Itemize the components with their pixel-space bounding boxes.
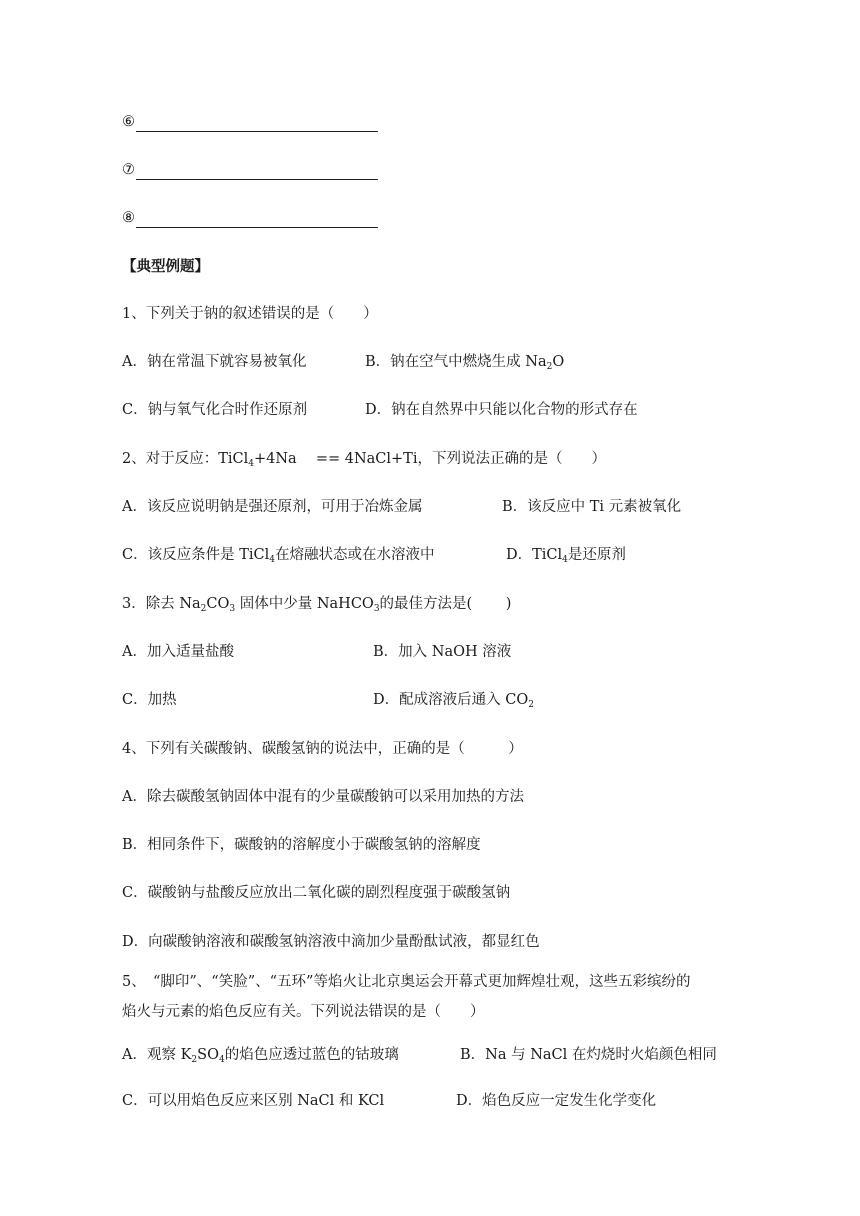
blank-line-8 <box>122 208 378 228</box>
q3-option-c: C．加热 <box>122 692 177 708</box>
question-2-stem: 2、对于反应：TiCl$_4$+4Na == 4NaCl+Ti，下列说法正确的是（ ） <box>122 451 606 469</box>
underline <box>136 213 378 228</box>
question-3-stem: 3．除去 $Na_2CO_3$ 固体中少量 NaHCO$_3$的最佳方法是( ) <box>122 596 512 614</box>
question-5-stem-line-1: 5、 “脚印”、“笑脸”、“五环”等焰火让北京奥运会开幕式更加辉煌壮观，这些五彩缤纷的 <box>122 974 691 990</box>
q5-option-d: D．焰色反应一定发生化学变化 <box>456 1093 657 1109</box>
question-1-options-row-2 <box>122 400 638 420</box>
q3-option-a: A．加入适量盐酸 <box>122 644 234 660</box>
underline <box>136 165 378 180</box>
q2-option-c: C．该反应条件是 TiCl$_4$在熔融状态或在水溶液中 <box>122 547 435 565</box>
q1-option-d: D．钠在自然界中只能以化合物的形式存在 <box>365 402 638 418</box>
q5-option-a: A．观察 $K_2SO_4$的焰色应透过蓝色的钴玻璃 <box>122 1047 399 1065</box>
q4-option-c: C．碳酸钠与盐酸反应放出二氧化碳的剧烈程度强于碳酸氢钠 <box>122 885 511 901</box>
question-3-options-row-2 <box>122 690 534 710</box>
q5-option-b: B．Na 与 NaCl 在灼烧时火焰颜色相同 <box>460 1047 717 1063</box>
q4-option-d: D．向碳酸钠溶液和碳酸氢钠溶液中滴加少量酚酞试液，都显红色 <box>122 934 540 950</box>
circled-number-7: ⑦ <box>122 162 135 178</box>
question-5-options-row-2 <box>122 1091 657 1111</box>
q3-option-d: D．配成溶液后通入 $CO_2$ <box>373 692 534 710</box>
question-1-stem: 1、下列关于钠的叙述错误的是（ ） <box>122 306 378 322</box>
q2-option-a: A．该反应说明钠是强还原剂，可用于冶炼金属 <box>122 499 423 515</box>
blank-line-6 <box>122 112 378 132</box>
q1-option-c: C．钠与氧气化合时作还原剂 <box>122 402 308 418</box>
question-1-options-row-1 <box>122 352 565 372</box>
question-2-options-row-2 <box>122 545 626 565</box>
q1-option-a: A．钠在常温下就容易被氧化 <box>122 354 307 370</box>
question-5-options-row-1 <box>122 1045 717 1065</box>
question-2-options-row-1 <box>122 497 682 517</box>
q4-option-b: B．相同条件下，碳酸钠的溶解度小于碳酸氢钠的溶解度 <box>122 837 481 853</box>
question-4-stem: 4、下列有关碳酸钠、碳酸氢钠的说法中，正确的是（ ） <box>122 741 523 757</box>
q2-option-d: D．TiCl$_4$是还原剂 <box>506 547 626 565</box>
q1-option-b: B．钠在空气中燃烧生成 $Na_2O$ <box>365 354 565 372</box>
q5-option-c: C．可以用焰色反应来区别 NaCl 和 KCl <box>122 1093 385 1109</box>
question-3-options-row-1 <box>122 642 512 662</box>
section-title: 【典型例题】 <box>122 259 209 275</box>
blank-line-7 <box>122 160 378 180</box>
circled-number-8: ⑧ <box>122 210 135 226</box>
q3-option-b: B．加入 NaOH 溶液 <box>373 644 512 660</box>
circled-number-6: ⑥ <box>122 114 135 130</box>
q4-option-a: A．除去碳酸氢钠固体中混有的少量碳酸钠可以采用加热的方法 <box>122 789 524 805</box>
underline <box>136 117 378 132</box>
q2-option-b: B．该反应中 Ti 元素被氧化 <box>502 499 682 515</box>
question-5-stem-line-2: 焰火与元素的焰色反应有关。下列说法错误的是（ ） <box>122 1004 485 1020</box>
